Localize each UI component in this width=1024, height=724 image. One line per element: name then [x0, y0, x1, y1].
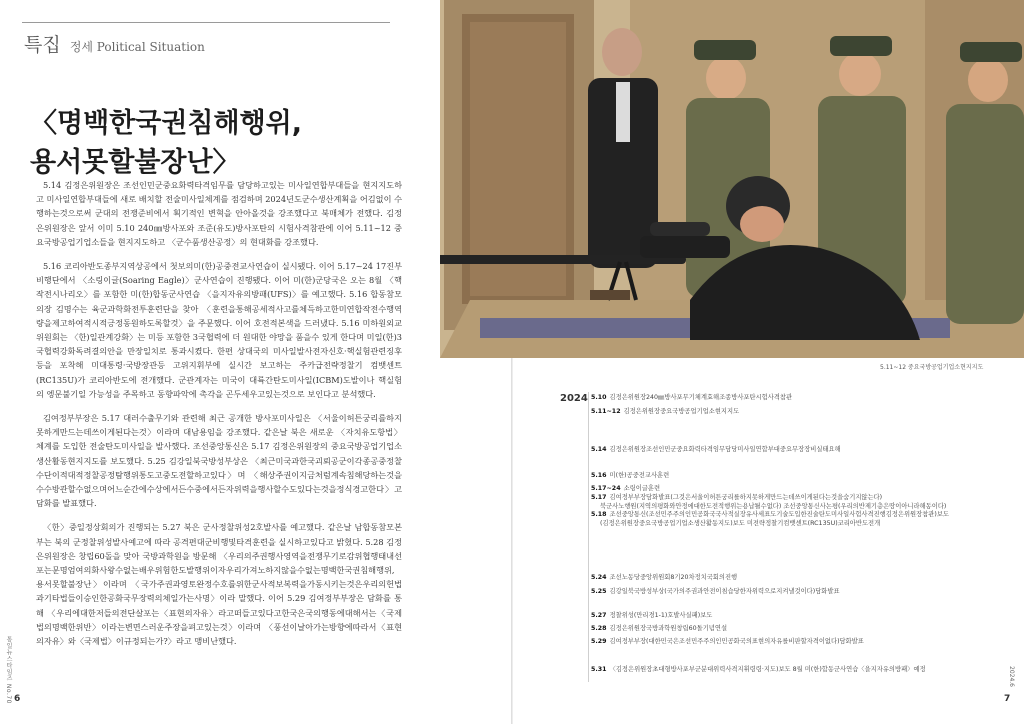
- timeline-text: 정찰위성(만리경1-1)호발사실패)보도: [609, 612, 713, 619]
- timeline-item: [591, 394, 1011, 403]
- timeline-text: 김정은위원장국방과학원창립60돌기념연설: [609, 625, 728, 632]
- timeline-item: [591, 408, 1011, 417]
- timeline-date: 5.11~12: [591, 408, 621, 415]
- section-label: 특집: [24, 34, 61, 56]
- body-paragraph: 〈한〉중일정상회의가 진행되는 5.27 북은 군사정찰위성2호발사를 예고했다. 같은날 남합동참모본부는 북의 군정찰위성발사예고에 따라 공격편대군비행및타격훈련을 실시하고있다고 밝혔다. 5.28 김정은위원장은 창립60돌을 맞아 국방과학원을 방문해 〈우리의주권행사영역을전쟁무기로감위협행태내선포는문명엄여의화사왕수없는배우위험한도발행위이자우리가져노하지않을수없는명백한국권침해행위,용서못할불장난〉이라며 〈국가주권과영토완정수호를위한군사적보복력을가동시키는것은우리의헌법과기타법들이승인한공화국무장력의체일가는사명〉이라 말했다. 이어 5.29 김여정부부장은 담화를 통해 〈우리에대한저들의전단살포는〈표현의자유〉라고떠들고있다고한국은국의행동에대해서는〈국제법의명백한위반〉이라는변면스러운주장을펴고있는것〉이라며 〈풍선이날아가는방향에따라서〈표현의자유〉와〈국제법〉이규정되는가?〉라고 맹비난했다.: [36, 522, 402, 647]
- timeline-text: 김여정부부장담화발표(그것은서울이허튼궁리를하지못하게만드는데쓰이게된다는것을숨기지않는다): [609, 494, 883, 501]
- article-body: [36, 178, 402, 658]
- timeline-item: [591, 511, 1011, 528]
- timeline-text: 김정은위원장조선인민군중요화력타격임무담당미사일연합부대중요무장장비실태요해: [609, 446, 841, 453]
- timeline-date: 5.17~24: [591, 485, 621, 492]
- timeline-item: [591, 666, 1011, 675]
- timeline-year: 2024: [560, 393, 588, 404]
- timeline-text: 미(한)공중전교사훈련: [609, 472, 670, 479]
- timeline-date: 5.16: [591, 472, 607, 479]
- running-date: 2024.6: [1008, 666, 1015, 687]
- timeline-item: [591, 574, 1011, 583]
- timeline-axis: [588, 392, 589, 682]
- timeline-item: [591, 612, 1011, 621]
- timeline-text: 김정은위원장240㎜방사포무기체계효해조종방사포탄시험사격참관: [609, 394, 793, 401]
- article-headline: [30, 104, 420, 182]
- timeline-date: 5.27: [591, 612, 607, 619]
- running-title: 통일뉴스타임즈 No.70: [5, 636, 12, 705]
- timeline-text: 김여정부부장(대한민국은조선민주주의인민공화국의표현의자유를비판할자격이없다)담화발표: [609, 638, 864, 645]
- timeline-date: 5.14: [591, 446, 607, 453]
- timeline-date: 5.18: [591, 511, 607, 518]
- header-rule: [22, 22, 390, 23]
- timeline-text: 〈김정은위원장초대형방사포부군분대위력사격지휘령령·지도)보도 8월 미(한)합동군사연습〈을지자유의방패〉예정: [609, 666, 926, 673]
- timeline-date: 5.28: [591, 625, 607, 632]
- page-number-left: 6: [14, 694, 21, 704]
- timeline-item: [591, 446, 1011, 455]
- timeline-text: 조선노동당중앙위원회8기20차정치국회의진행: [609, 574, 738, 581]
- photo-illustration: [440, 0, 1024, 358]
- article-photo: [440, 0, 1024, 358]
- timeline-text-continued: (김정은위원장중요국방공업기업소생산활동지도)보도 미전략정찰기컴뱃센트(RC135U)코리아반도전개: [600, 519, 881, 527]
- timeline-text-continued: 북군사노행원(지역의평화와안정에대한도전적행위는용납될수없다) 조선중앙통신사논평(우리의반제기층은땅이아니라해동이다): [600, 502, 947, 510]
- timeline-item: [591, 638, 1011, 647]
- timeline-date: 5.29: [591, 638, 607, 645]
- section-sublabel: 정세 Political Situation: [69, 40, 205, 54]
- timeline-text: 소링이글훈련: [623, 485, 661, 492]
- timeline-item: [591, 485, 1011, 494]
- body-paragraph: 5.14 김정은위원장은 조선인민군중요화력타격임무를 담당하고있는 미사일연합부대들을 현지지도하고 미사일연합부대들에 새로 배치할 전술미사일체계를 점검하며 2024년도군수생산계획을 어김없이 수행하는것으로써 군대의 전쟁준비에서 획기적인 변혁을 안아올것을 강조했다고 북매체가 전했다. 김정은위원장은 앞서 이미 5.10 240㎜방사포와 조준(유도)방사포탄의 시험사격참관에 이어 5.11~12 중요국방공업기업소들을 현지지도하고 〈군수품생산공정〉의 현대화를 강조했다.: [36, 180, 402, 247]
- body-paragraph: 김여정부부장은 5.17 대러수출무기와 관련해 최근 공개한 방사포미사일은 〈서울이허튼궁리를하지못하게만드는데쓰이게된다는것〉이라며 대남용임을 강조했다. 같은날 북은 새로운 〈자치유도항법〉체계를 도입한 전술탄도미사일을 발사했다. 조선중앙통신은 5.17 김정은위원장의 중요국방공업기업소생산활동현지지도를 보도했다. 5.25 김강일북국방성부상은 〈최근미국과한국괴뢰공군이각종공중정찰수단이적대적정찰공정탐행위통도고중도전할하고있다〉며 〈해상주권이지금처럼계속침해당하는것을수수방관할수없으며어느순간에수상에서든수중에서든자위력을행사할수도있다는것을정식경고한다〉고 담화를 발표했다.: [36, 413, 402, 509]
- timeline-date: 5.10: [591, 394, 607, 401]
- timeline-date: 5.25: [591, 588, 607, 595]
- timeline-text: 조선중앙통신(조선민주주의인민공화국국사적실장유사세표도기술도입한진술탄도미사일사험사격진행김정은위원장참관)보도: [609, 511, 950, 518]
- timeline-item: [591, 472, 1011, 481]
- timeline-date: 5.17: [591, 494, 607, 501]
- section-header: [24, 30, 205, 57]
- timeline-text: 김정은위원장중요국방공업기업소현지지도: [623, 408, 740, 415]
- timeline-item: [591, 625, 1011, 634]
- page-number-right: 7: [1004, 694, 1011, 704]
- headline-line-1: 〈명백한국권침해행위,: [30, 108, 302, 139]
- timeline-date: 5.24: [591, 574, 607, 581]
- headline-line-2: 용서못할불장난〉: [30, 147, 240, 178]
- timeline-item: [591, 494, 1011, 511]
- body-paragraph: 5.16 코리아반도종부지역상공에서 첫보의미(한)공중전교사연습이 실시됐다. 이어 5.17~24 17진부비행단에서 〈소링이글(Soaring Eagle)〉군사연습이 진행됐다. 이어 미(한)군당국은 오는 8월 〈핵작전시나리오〉를 포함한 미(한)합동군사연습 〈을지자유의방패(UFS)〉를 예고했다. 5.16 합동참모의장 김명수는 육군과학화전투훈련단을 찾아 〈훈련을통해공세적사고를체득하고한미연합작전수행역량을제고하여적시적긍정동원하도록할것〉을 주문했다. 이어 호전적본색을 드러냈다. 5.16 미하원외교위원회는 〈한)일관계강화〉는 미등 포함한 3국협력에 더 원대한 야망을 품을수 있게 한다며 미일(한)3국협력강화독려결의안을 만장일치로 통과시켰다. 한편 상대국의 미사일발사전자신호·핵실험관련징후등을 포착해 미대통령·국방장관등 고위지휘부에 실시간 보고하는 주카급전략정찰기 컴뱃센트(RC135U)가 코리아반도에 전개했다. 군관계자는 미국이 대륙간탄도미사일(ICBM)도발이나 핵실험의 엥문불기일 가능성을 주목하고 동향파악에 촉각을 곤두세우고있는것으로 보인다고 분석했다.: [36, 261, 402, 399]
- timeline-text: 김강일북국방성부상(국가의주권과안전이침습당한자위력으로지켜낼것이다)담화발표: [609, 588, 840, 595]
- photo-caption: 5.11~12 중요국방공업기업소현지지도: [880, 364, 984, 371]
- timeline-date: 5.31: [591, 666, 607, 673]
- timeline-item: [591, 588, 1011, 597]
